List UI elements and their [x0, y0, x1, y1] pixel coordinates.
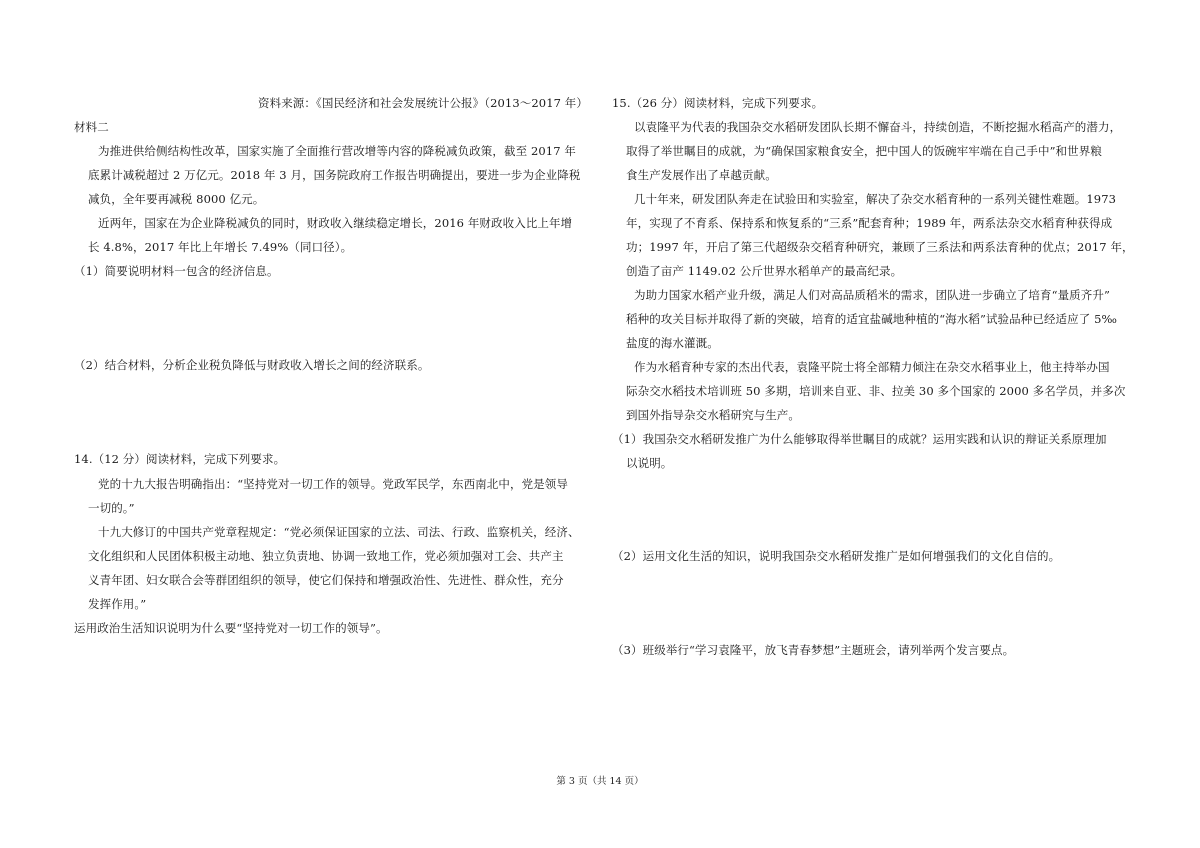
material2-title: 材料二: [74, 120, 109, 134]
question-15-text: 创造了亩产 1149.02 公斤世界水稻单产的最高纪录。: [626, 264, 903, 278]
question-15-text: 取得了举世瞩目的成就，为“确保国家粮食安全，把中国人的饭碗牢牢端在自己手中”和世界粮: [626, 144, 1102, 158]
question-15-3: （3）班级举行“学习袁隆平，放飞青春梦想”主题班会，请列举两个发言要点。: [612, 643, 1015, 657]
material2-text: 长 4.8%，2017 年比上年增长 7.49%（同口径）。: [88, 240, 353, 254]
question-15-text: 际杂交水稻技术培训班 50 多期，培训来自亚、非、拉美 30 多个国家的 2000 多名学员，并多次: [626, 384, 1126, 398]
question-15-text: 年，实现了不育系、保持系和恢复系的“三系”配套育种；1989 年，两系法杂交水稻育种获得成: [626, 216, 1113, 230]
question-15-1: 以说明。: [626, 456, 673, 470]
question-15-text: 功；1997 年，开启了第三代超级杂交稻育种研究，兼顾了三系法和两系法育种的优点；2017 年，: [626, 240, 1134, 254]
question-14-text: 义青年团、妇女联合会等群团组织的领导，使它们保持和增强政治性、先进性、群众性，充分: [88, 573, 564, 587]
question-15-2: （2）运用文化生活的知识，说明我国杂交水稻研发推广是如何增强我们的文化自信的。: [612, 549, 1061, 563]
question-15-text: 几十年来，研发团队奔走在试验田和实验室，解决了杂交水稻育种的一系列关键性难题。1973: [634, 192, 1117, 206]
question-13-2: （2）结合材料，分析企业税负降低与财政收入增长之间的经济联系。: [74, 358, 430, 372]
question-15-text: 为助力国家水稻产业升级，满足人们对高品质稻米的需求，团队进一步确立了培育“量质齐升”: [634, 288, 1110, 302]
question-15-text: 稻种的攻关目标并取得了新的突破，培育的适宜盐碱地种植的“海水稻”试验品种已经适应了 5‰: [626, 312, 1118, 326]
question-14-text: 党的十九大报告明确指出：“坚持党对一切工作的领导。党政军民学，东西南北中，党是领导: [98, 477, 568, 491]
material2-text: 近两年，国家在为企业降税减负的同时，财政收入继续稳定增长，2016 年财政收入比上年增: [98, 216, 573, 230]
question-15-text: 食生产发展作出了卓越贡献。: [626, 168, 777, 182]
question-15-1: （1）我国杂交水稻研发推广为什么能够取得举世瞩目的成就？运用实践和认识的辩证关系原理加: [612, 432, 1107, 446]
question-15-text: 以袁隆平为代表的我国杂交水稻研发团队长期不懈奋斗，持续创造，不断挖掘水稻高产的潜力，: [634, 120, 1122, 134]
page-number: 第 3 页（共 14 页）: [556, 776, 644, 787]
question-14-text: 十九大修订的中国共产党章程规定：“党必须保证国家的立法、司法、行政、监察机关，经济、: [98, 525, 580, 539]
question-14-text: 一切的。”: [88, 501, 135, 515]
question-15-text: 盐度的海水灌溉。: [626, 336, 719, 350]
question-14-text: 发挥作用。”: [88, 597, 147, 611]
question-15-text: 作为水稻育种专家的杰出代表，袁隆平院士将全部精力倾注在杂交水稻事业上，他主持举办国: [634, 360, 1110, 374]
question-14-prompt: 运用政治生活知识说明为什么要“坚持党对一切工作的领导”。: [74, 621, 388, 635]
material2-text: 为推进供给侧结构性改革，国家实施了全面推行营改增等内容的降税减负政策，截至 2017 年: [98, 144, 576, 158]
source-note: 资料来源：《国民经济和社会发展统计公报》（2013～2017 年）: [258, 96, 588, 110]
material2-text: 底累计减税超过 2 万亿元。2018 年 3 月，国务院政府工作报告明确提出，要进一步为企业降税: [88, 168, 581, 182]
material2-text: 减负，全年要再减税 8000 亿元。: [88, 192, 265, 206]
question-15-text: 到国外指导杂交水稻研究与生产。: [626, 408, 800, 422]
question-13-1: （1）简要说明材料一包含的经济信息。: [74, 264, 279, 278]
question-14-title: 14.（12 分）阅读材料，完成下列要求。: [74, 452, 286, 466]
question-15-title: 15.（26 分）阅读材料，完成下列要求。: [612, 96, 824, 110]
question-14-text: 文化组织和人民团体积极主动地、独立负责地、协调一致地工作，党必须加强对工会、共产主: [88, 549, 564, 563]
